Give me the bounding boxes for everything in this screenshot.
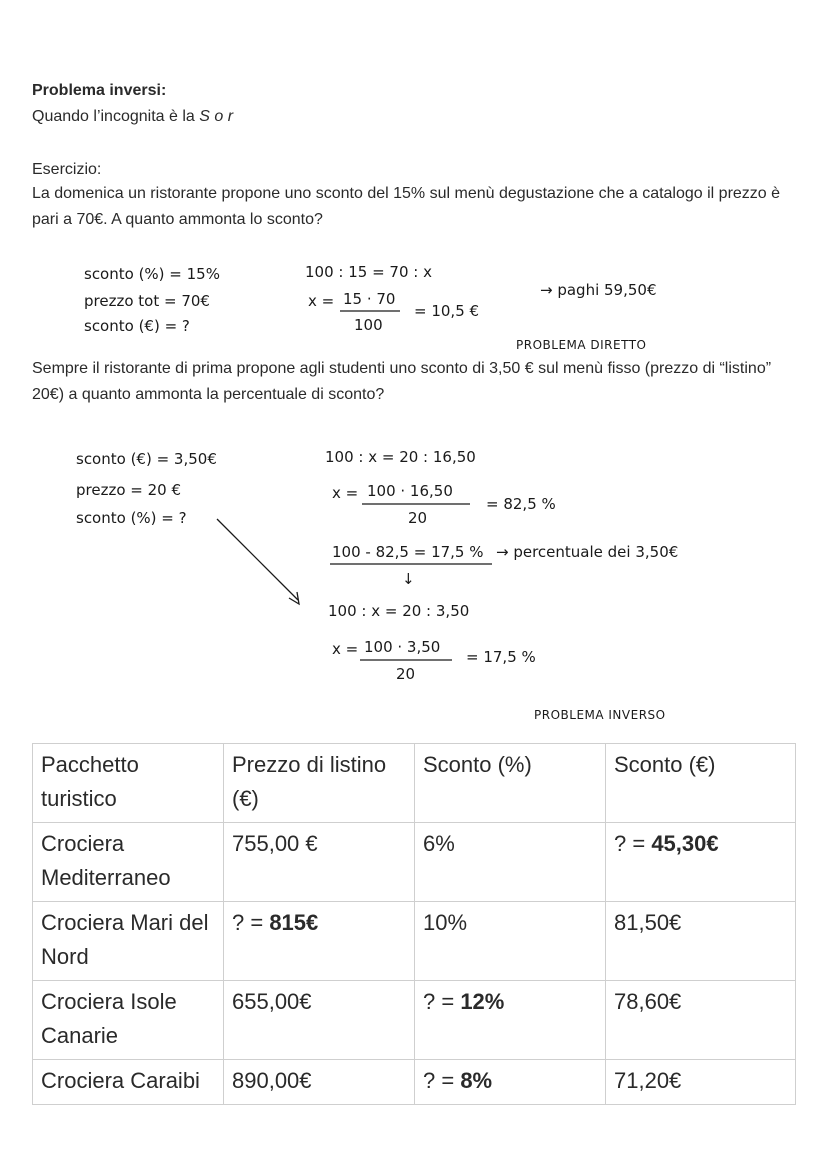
cell-discount-value: 81,50€ — [614, 910, 682, 935]
p2-subtraction-note: → percentuale dei 3,50€ — [496, 543, 679, 561]
cell-discount — [606, 902, 796, 981]
cell-price — [224, 823, 415, 902]
p2-denominator-2: 20 — [396, 665, 416, 683]
p1-denominator: 100 — [354, 316, 383, 334]
cell-package: Crociera Mari del Nord — [33, 902, 224, 981]
p1-pay-note: → paghi 59,50€ — [540, 281, 657, 299]
header-discount-pct: Sconto (%) — [415, 744, 606, 823]
p2-problem-label: PROBLEMA INVERSO — [534, 708, 666, 722]
problem-2-text: Sempre il ristorante di prima propone agli studenti uno sconto di 3,50 € sul menù fisso (prezzo di “listino” 20€) a quanto ammonta la percentuale di sconto? — [32, 360, 772, 403]
exercise-label: Esercizio: — [32, 161, 102, 178]
cell-price-question: ? = — [232, 910, 270, 935]
p2-result-2: = 17,5 % — [466, 648, 536, 666]
p2-diagonal-arrow-head — [289, 592, 299, 604]
cell-price — [224, 902, 415, 981]
cell-discount-value: 71,20€ — [614, 1068, 682, 1093]
header-list-price: Prezzo di listino (€) — [224, 744, 415, 823]
p2-data-line-1: sconto (€) = 3,50€ — [76, 450, 217, 468]
p2-proportion: 100 : x = 20 : 16,50 — [325, 448, 476, 466]
packages-table — [32, 743, 796, 1105]
header-package: Pacchetto turistico — [33, 744, 224, 823]
cell-pct — [415, 981, 606, 1060]
p2-data-line-2: prezzo = 20 € — [76, 481, 182, 499]
subtitle-prefix: Quando l’incognita è la — [32, 108, 200, 125]
cell-price-value: 815€ — [269, 910, 319, 935]
cell-package: Crociera Caraibi — [33, 1060, 224, 1105]
p2-subtraction: 100 - 82,5 = 17,5 % — [332, 543, 484, 561]
cell-price — [224, 981, 415, 1060]
p1-problem-label: PROBLEMA DIRETTO — [516, 338, 647, 352]
cell-pct-value: 10% — [423, 910, 468, 935]
cell-discount-question: ? = — [614, 831, 652, 856]
cell-package: Crociera Isole Canarie — [33, 981, 224, 1060]
problem-1-text: La domenica un ristorante propone uno sconto del 15% sul menù degustazione che a catalogo il prezzo è pari a 70€. A quanto ammonta lo sconto? — [32, 185, 781, 228]
cell-price — [224, 1060, 415, 1105]
cell-pct — [415, 902, 606, 981]
cell-discount — [606, 823, 796, 902]
p2-denominator: 20 — [408, 509, 428, 527]
cell-pct-value: 12% — [460, 989, 505, 1014]
cell-price-value: 755,00 € — [232, 831, 318, 856]
cell-price-value: 890,00€ — [232, 1068, 312, 1093]
p2-down-arrow: ↓ — [402, 570, 415, 588]
cell-pct — [415, 823, 606, 902]
page-title: Problema inversi: — [32, 82, 167, 99]
p2-x-label-2: x = — [332, 640, 359, 658]
p2-numerator-2: 100 · 3,50 — [364, 638, 441, 656]
subtitle-vars: S o r — [199, 108, 234, 125]
cell-pct — [415, 1060, 606, 1105]
p2-numerator: 100 · 16,50 — [367, 482, 453, 500]
p2-result: = 82,5 % — [486, 495, 556, 513]
cell-pct-question: ? = — [423, 1068, 461, 1093]
p2-x-label: x = — [332, 484, 359, 502]
cell-price-value: 655,00€ — [232, 989, 312, 1014]
table-row — [33, 902, 796, 981]
p1-x-label: x = — [308, 292, 335, 310]
table-row — [33, 823, 796, 902]
cell-discount — [606, 1060, 796, 1105]
p2-data-line-3: sconto (%) = ? — [76, 509, 187, 527]
cell-discount — [606, 981, 796, 1060]
p1-data-line-1: sconto (%) = 15% — [84, 265, 220, 283]
cell-package: Crociera Mediterraneo — [33, 823, 224, 902]
cell-discount-value: 78,60€ — [614, 989, 682, 1014]
p1-proportion: 100 : 15 = 70 : x — [305, 263, 432, 281]
p1-result: = 10,5 € — [414, 302, 480, 320]
p2-diagonal-arrow-line — [217, 519, 298, 600]
header-discount-eur: Sconto (€) — [606, 744, 796, 823]
cell-pct-value: 8% — [460, 1068, 493, 1093]
table-row — [33, 981, 796, 1060]
p2-proportion-2: 100 : x = 20 : 3,50 — [328, 602, 470, 620]
p1-data-line-2: prezzo tot = 70€ — [84, 292, 210, 310]
p1-data-line-3: sconto (€) = ? — [84, 317, 190, 335]
cell-pct-value: 6% — [423, 831, 455, 856]
table-row — [33, 1060, 796, 1105]
table-header-row — [33, 744, 796, 823]
p1-numerator: 15 · 70 — [343, 290, 396, 308]
cell-pct-question: ? = — [423, 989, 461, 1014]
cell-discount-value: 45,30€ — [651, 831, 719, 856]
